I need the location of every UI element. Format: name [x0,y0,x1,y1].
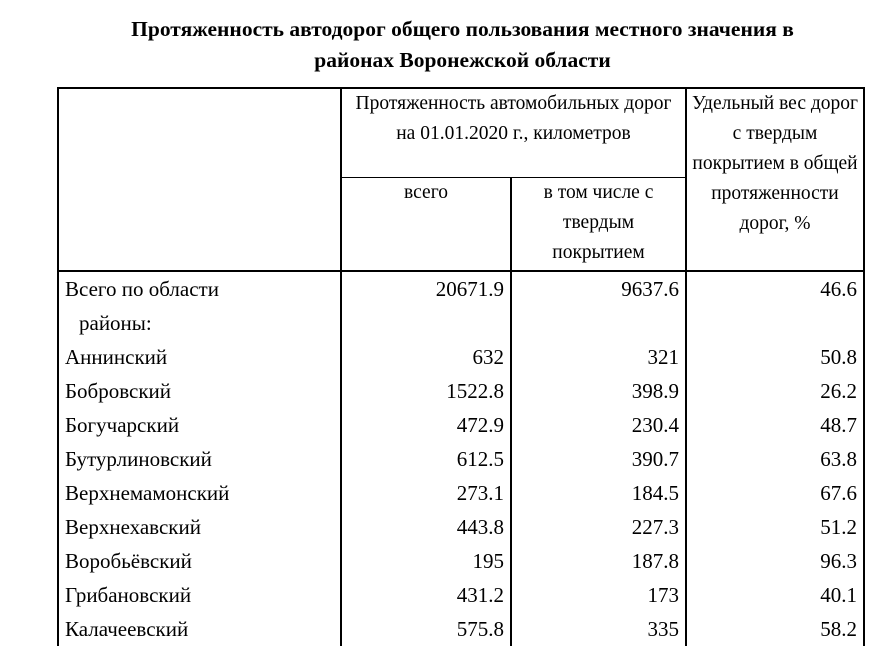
header-total: всего [341,178,511,272]
header-row-1 [58,88,864,178]
row-total: 431.2 [341,578,511,612]
row-share: 51.2 [686,510,864,544]
title-line-1: Протяженность автодорог общего пользования местного значения в [131,17,794,41]
row-share: 26.2 [686,374,864,408]
row-name: Грибановский [58,578,341,612]
roads-table [57,87,865,646]
row-name: Аннинский [58,340,341,374]
row-paved: 390.7 [511,442,686,476]
table-row [58,340,864,374]
row-share: 46.6 [686,271,864,306]
row-paved: 187.8 [511,544,686,578]
table-row [58,306,864,340]
row-paved: 398.9 [511,374,686,408]
row-total: 443.8 [341,510,511,544]
districts-label: районы: [58,306,341,340]
row-share: 58.2 [686,612,864,646]
row-share: 48.7 [686,408,864,442]
row-paved: 9637.6 [511,271,686,306]
title-line-2: районах Воронежской области [314,48,611,72]
table-row [58,374,864,408]
table-row [58,271,864,306]
row-total: 20671.9 [341,271,511,306]
row-total: 472.9 [341,408,511,442]
table-row [58,476,864,510]
row-name: Воробьёвский [58,544,341,578]
row-total: 195 [341,544,511,578]
table-row [58,544,864,578]
table-row [58,510,864,544]
row-paved: 321 [511,340,686,374]
row-name: Верхнемамонский [58,476,341,510]
row-paved: 173 [511,578,686,612]
row-name: Верхнехавский [58,510,341,544]
row-paved: 335 [511,612,686,646]
table-row [58,578,864,612]
row-total: 575.8 [341,612,511,646]
row-share: 50.8 [686,340,864,374]
row-name: Бобровский [58,374,341,408]
row-name: Калачеевский [58,612,341,646]
page-title [0,14,895,76]
header-empty-cell [58,88,341,271]
row-name: Богучарский [58,408,341,442]
row-share: 96.3 [686,544,864,578]
row-name: Всего по области [58,271,341,306]
row-total: 273.1 [341,476,511,510]
table-row [58,442,864,476]
row-share: 40.1 [686,578,864,612]
row-paved: 230.4 [511,408,686,442]
header-paved: в том числе с твердым покрытием [511,178,686,272]
row-total: 1522.8 [341,374,511,408]
row-share: 63.8 [686,442,864,476]
row-total: 612.5 [341,442,511,476]
row-paved: 184.5 [511,476,686,510]
table-row [58,612,864,646]
row-paved: 227.3 [511,510,686,544]
row-share: 67.6 [686,476,864,510]
header-share: Удельный вес дорог с твердым покрытием в общей протяженности дорог, % [686,88,864,271]
row-total: 632 [341,340,511,374]
header-length-group: Протяженность автомобильных дорог на 01.01.2020 г., километров [341,88,686,178]
row-name: Бутурлиновский [58,442,341,476]
table-row [58,408,864,442]
